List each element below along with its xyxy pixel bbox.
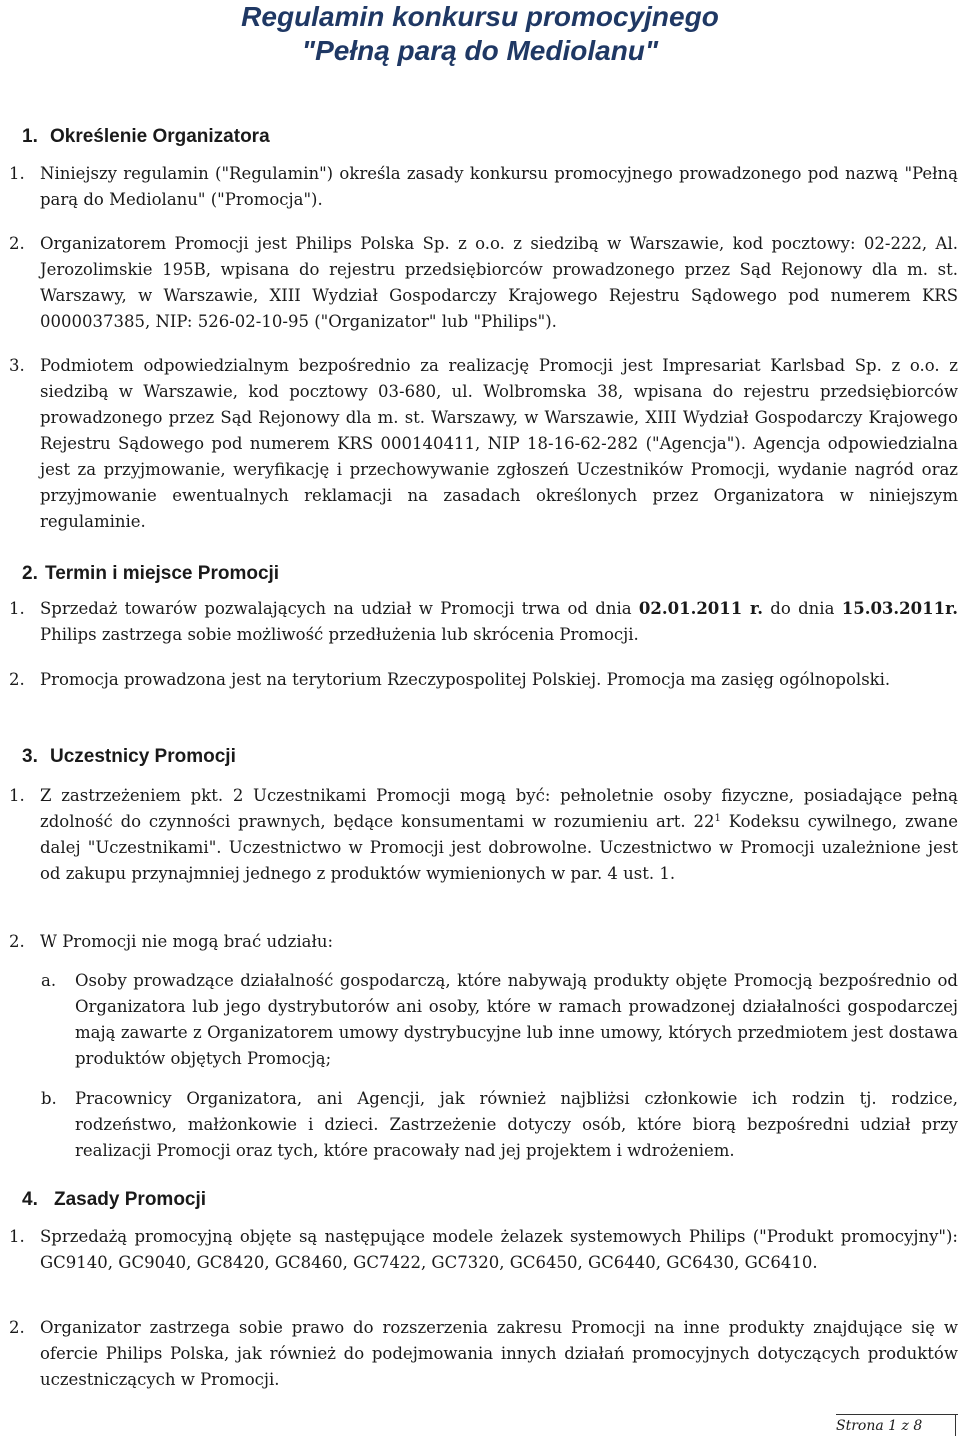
paragraph-number: 3.: [9, 356, 25, 375]
paragraph-text: Promocja prowadzona jest na terytorium Rzeczypospolitej Polskiej. Promocja ma zasięg ogólnopolski.: [40, 670, 891, 689]
paragraph-text: Organizator zastrzega sobie prawo do rozszerzenia zakresu Promocji na inne produkty znajdujące się w ofercie Philips Polska, jak również do podejmowania innych działań promocyjnych dotyczących produktów uczestniczących w Promocji.: [40, 1318, 958, 1389]
section-label: Określenie Organizatora: [50, 126, 270, 147]
section-1-paragraph-2: [9, 231, 958, 335]
subitem-letter: a.: [41, 971, 57, 990]
document-title-line-1: Regulamin konkursu promocyjnego: [241, 1, 719, 32]
section-label: Uczestnicy Promocji: [50, 746, 236, 767]
footnote-superscript: 1: [714, 813, 721, 824]
paragraph-number: 2.: [9, 234, 25, 253]
section-4-paragraph-1: [9, 1224, 958, 1276]
section-1-paragraph-1: [9, 161, 958, 213]
paragraph-text: Sprzedażą promocyjną objęte są następujące modele żelazek systemowych Philips ("Produkt promocyjny"): GC9140, GC9040, GC8420, GC8460, GC7422, GC7320, GC6450, GC6440, GC6430, GC6410.: [40, 1227, 958, 1272]
section-3-subitem-a: [9, 968, 958, 1072]
paragraph-number: 1.: [9, 786, 25, 805]
page-number: Strona 1 z 8: [836, 1418, 923, 1434]
section-label: Zasady Promocji: [54, 1189, 207, 1210]
footer-side-divider: [955, 1414, 956, 1436]
paragraph-number: 2.: [9, 932, 25, 951]
paragraph-number: 1.: [9, 164, 25, 183]
paragraph-number: 2.: [9, 1318, 25, 1337]
paragraph-text: W Promocji nie mogą brać udziału:: [40, 932, 334, 951]
section-3-paragraph-2: [9, 929, 958, 955]
date-from: 02.01.2011 r.: [638, 599, 763, 618]
section-3-paragraph-1: [9, 783, 958, 887]
paragraph-number: 1.: [9, 599, 25, 618]
paragraph-number: 2.: [9, 670, 25, 689]
section-4-paragraph-2: [9, 1315, 958, 1393]
paragraph-text: Sprzedaż towarów pozwalających na udział w Promocji trwa od dnia 02.01.2011 r. do dnia 15.03.2011r. Philips zastrzega sobie możliwość przedłużenia lub skrócenia Promocji.: [40, 599, 958, 644]
paragraph-number: 1.: [9, 1227, 25, 1246]
section-number: 4.: [22, 1189, 38, 1210]
section-1-paragraph-3: [9, 353, 958, 535]
paragraph-text: Z zastrzeżeniem pkt. 2 Uczestnikami Promocji mogą być: pełnoletnie osoby fizyczne, posiadające pełną zdolność do czynności prawnych, będące konsumentami w rozumieniu art. $22^1$ Kodeksu cywilnego, zwane dalej "Uczestnikami". Uczestnictwo w Promocji jest dobrowolne. Uczestnictwo w Promocji uzależnione jest od zakupu przynajmniej jednego z produktów wymienionych w par. 4 ust. 1.: [40, 786, 958, 883]
paragraph-text: Niniejszy regulamin ("Regulamin") określa zasady konkursu promocyjnego prowadzonego pod nazwą "Pełną parą do Mediolanu" ("Promocja").: [40, 164, 958, 209]
section-3-subitem-b: [9, 1086, 958, 1164]
paragraph-text: Organizatorem Promocji jest Philips Polska Sp. z o.o. z siedzibą w Warszawie, kod pocztowy: 02-222, Al. Jerozolimskie 195B, wpisana do rejestru przedsiębiorców prowadzonego przez Sąd Rejonowy dla m. st. Warszawy, w Warszawie, XIII Wydział Gospodarczy Krajowego Rejestru Sądowego pod numerem KRS 0000037385, NIP: 526-02-10-95 ("Organizator" lub "Philips").: [40, 234, 958, 331]
subitem-text: Osoby prowadzące działalność gospodarczą, które nabywają produkty objęte Promocją bezpośrednio od Organizatora lub jego dystrybutorów ani osoby, które w ramach prowadzonej działalności gospodarczej mają zawarte z Organizatorem umowy dystrybucyjne lub inne umowy, których przedmiotem jest dostawa produktów objętych Promocją;: [75, 971, 958, 1068]
section-2-paragraph-2: [9, 667, 958, 693]
subitem-letter: b.: [41, 1089, 57, 1108]
subitem-text: Pracownicy Organizatora, ani Agencji, jak również najbliżsi członkowie ich rodzin tj. rodzice, rodzeństwo, małżonkowie i dzieci. Zastrzeżenie dotyczy osób, które biorą bezpośredni udział przy realizacji Promocji oraz tych, które pracowały nad jej projektem i wdrożeniem.: [75, 1089, 958, 1160]
document-title-line-2: "Pełną parą do Mediolanu": [301, 35, 659, 66]
section-number: 1.: [22, 126, 38, 147]
section-label: Termin i miejsce Promocji: [45, 563, 280, 584]
section-number: 2.: [22, 563, 38, 584]
section-2-paragraph-1: [9, 596, 958, 648]
date-to: 15.03.2011r.: [841, 599, 958, 618]
paragraph-text: Podmiotem odpowiedzialnym bezpośrednio za realizację Promocji jest Impresariat Karlsbad Sp. z o.o. z siedzibą w Warszawie, kod pocztowy 03-680, ul. Wolbromska 38, wpisana do rejestru przedsiębiorców prowadzonego przez Sąd Rejonowy dla m. st. Warszawy, w Warszawie, XIII Wydział Gospodarczy Krajowego Rejestru Sądowego pod numerem KRS 000140411, NIP 18-16-62-282 ("Agencja"). Agencja odpowiedzialna jest za przyjmowanie, weryfikację i przechowywanie zgłoszeń Uczestników Promocji, wydanie nagród oraz przyjmowanie ewentualnych reklamacji na zasadach określonych przez Organizatora w niniejszym regulaminie.: [40, 356, 958, 531]
section-number: 3.: [22, 746, 38, 767]
footer-divider: [836, 1414, 958, 1415]
